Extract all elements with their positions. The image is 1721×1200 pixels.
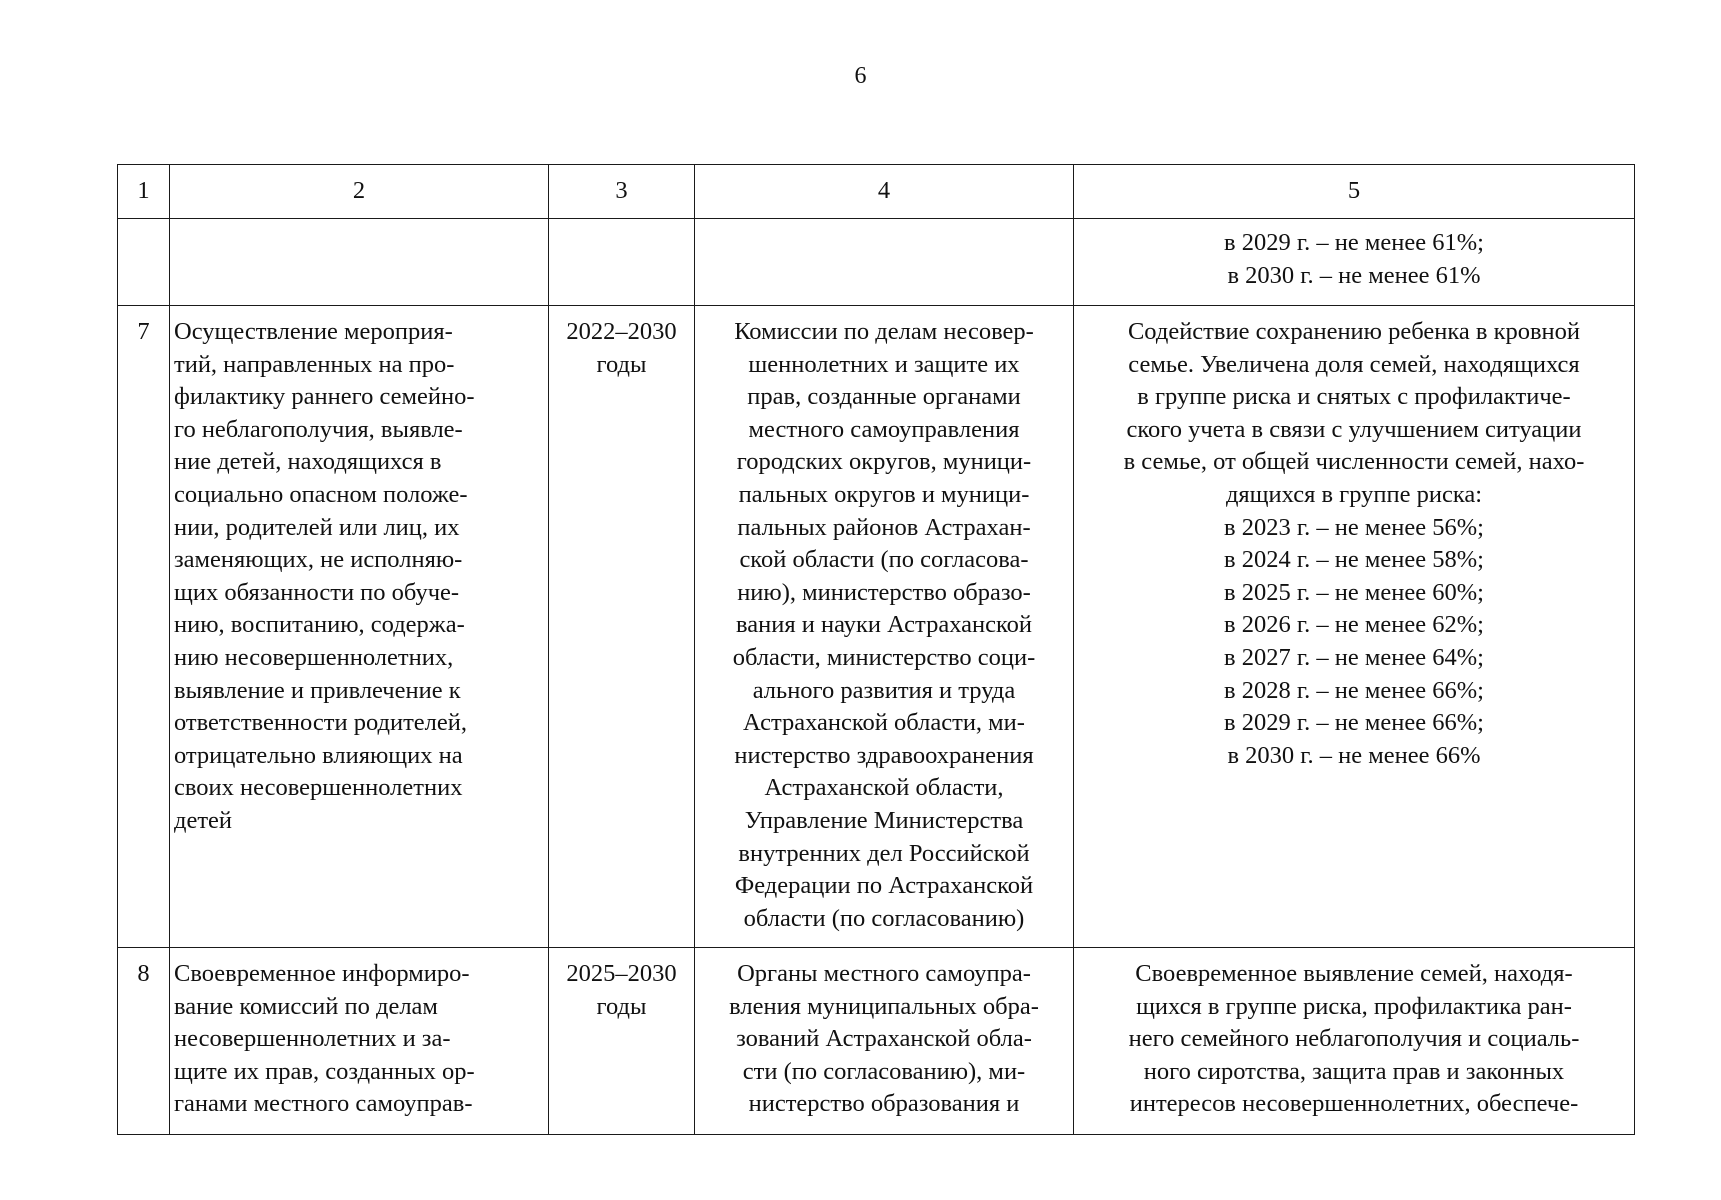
text-line: ского учета в связи с улучшением ситуации bbox=[1126, 415, 1582, 443]
text-line: пальных районов Астрахан- bbox=[737, 513, 1031, 541]
text-line: дящихся в группе риска: bbox=[1225, 480, 1483, 508]
text-line: ного сиротства, защита прав и законных bbox=[1143, 1057, 1565, 1085]
text-line: семье. Увеличена доля семей, находящихся bbox=[1128, 350, 1580, 378]
text-line: Осуществление мероприя- bbox=[174, 318, 453, 345]
table-cell bbox=[549, 219, 695, 306]
text-line: внутренних дел Российской bbox=[738, 839, 1030, 867]
executors-cell bbox=[695, 948, 1074, 1135]
text-line: своих несовершеннолетних bbox=[174, 774, 463, 802]
text-line: в группе риска и снятых с профилактиче- bbox=[1137, 383, 1571, 411]
text-line: в 2029 г. – не менее 61%; bbox=[1224, 229, 1484, 256]
text-line: несовершеннолетних и за- bbox=[174, 1025, 451, 1053]
activity-cell bbox=[170, 306, 549, 948]
text-line: тий, направленных на про- bbox=[174, 350, 455, 378]
text-line: в 2023 г. – не менее 56%; bbox=[1224, 513, 1484, 541]
text-line: нию несовершеннолетних, bbox=[174, 643, 454, 671]
text-line: местного самоуправления bbox=[748, 415, 1020, 443]
text-line: социально опасном положе- bbox=[174, 480, 468, 508]
table-row bbox=[118, 948, 1635, 1135]
row-number: 8 bbox=[118, 948, 170, 1135]
table-cell bbox=[118, 219, 170, 306]
period-cell bbox=[549, 948, 695, 1135]
row-number: 7 bbox=[118, 306, 170, 948]
column-number: 5 bbox=[1074, 165, 1635, 219]
text-line: Своевременное выявление семей, находя- bbox=[1135, 960, 1573, 987]
text-line: в 2030 г. – не менее 66% bbox=[1227, 741, 1481, 769]
table-row bbox=[118, 306, 1635, 948]
column-number: 4 bbox=[695, 165, 1074, 219]
table-cell bbox=[695, 219, 1074, 306]
page-number: 6 bbox=[854, 63, 867, 89]
text-line: зований Астраханской обла- bbox=[736, 1025, 1032, 1053]
text-line: Астраханской области, bbox=[764, 774, 1004, 802]
text-line: Федерации по Астраханской bbox=[734, 872, 1034, 900]
text-line: области, министерство соци- bbox=[732, 643, 1036, 671]
text-line: нии, родителей или лиц, их bbox=[174, 513, 460, 541]
text-line: нистерство здравоохранения bbox=[734, 741, 1034, 769]
text-line: нистерство образования и bbox=[748, 1090, 1020, 1118]
text-line: Комиссии по делам несовер- bbox=[734, 318, 1034, 345]
executors-cell bbox=[695, 306, 1074, 948]
text-line: 2022–2030 bbox=[566, 318, 677, 345]
result-cell bbox=[1074, 219, 1635, 306]
text-line: ответственности родителей, bbox=[174, 709, 468, 737]
text-line: щих обязанности по обуче- bbox=[174, 578, 460, 606]
column-number: 2 bbox=[170, 165, 549, 219]
column-number: 1 bbox=[118, 165, 170, 219]
text-line: него семейного неблагополучия и социаль- bbox=[1128, 1025, 1580, 1053]
text-line: годы bbox=[596, 992, 647, 1020]
text-line: пальных округов и муници- bbox=[738, 480, 1030, 508]
measures-table bbox=[117, 164, 1635, 1135]
text-line: вания и науки Астраханской bbox=[736, 611, 1032, 639]
text-line: вание комиссий по делам bbox=[174, 992, 438, 1020]
text-line: Органы местного самоупра- bbox=[737, 960, 1031, 987]
text-line: ние детей, находящихся в bbox=[174, 448, 442, 476]
text-line: городских округов, муници- bbox=[736, 448, 1032, 476]
text-line: в семье, от общей численности семей, нахо- bbox=[1123, 448, 1585, 476]
text-line: Астраханской области, ми- bbox=[743, 709, 1025, 737]
text-line: интересов несовершеннолетних, обеспече- bbox=[1129, 1090, 1579, 1118]
period-cell bbox=[549, 306, 695, 948]
text-line: в 2030 г. – не менее 61% bbox=[1227, 261, 1481, 289]
text-line: в 2029 г. – не менее 66%; bbox=[1224, 709, 1484, 737]
text-line: ганами местного самоуправ- bbox=[174, 1090, 473, 1118]
text-line: области (по согласованию) bbox=[743, 904, 1025, 932]
result-cell bbox=[1074, 948, 1635, 1135]
text-line: годы bbox=[596, 350, 647, 378]
text-line: Управление Министерства bbox=[744, 806, 1024, 834]
column-numbers-row bbox=[118, 165, 1635, 219]
text-line: заменяющих, не исполняю- bbox=[174, 546, 463, 574]
text-line: вления муниципальных обра- bbox=[729, 992, 1039, 1020]
text-line: в 2025 г. – не менее 60%; bbox=[1224, 578, 1484, 606]
result-cell bbox=[1074, 306, 1635, 948]
text-line: нию, воспитанию, содержа- bbox=[174, 611, 465, 639]
text-line: ской области (по согласова- bbox=[739, 546, 1029, 574]
text-line: Содействие сохранению ребенка в кровной bbox=[1127, 318, 1581, 345]
column-number: 3 bbox=[549, 165, 695, 219]
text-line: щите их прав, созданных ор- bbox=[174, 1057, 475, 1085]
text-line: прав, созданные органами bbox=[747, 383, 1021, 411]
text-line: ального развития и труда bbox=[752, 676, 1016, 704]
activity-cell bbox=[170, 948, 549, 1135]
text-line: нию), министерство образо- bbox=[737, 578, 1031, 606]
text-line: щихся в группе риска, профилактика ран- bbox=[1136, 992, 1572, 1020]
text-line: детей bbox=[174, 806, 233, 834]
text-line: сти (по согласованию), ми- bbox=[742, 1057, 1026, 1085]
continuation-row bbox=[118, 219, 1635, 306]
text-line: в 2026 г. – не менее 62%; bbox=[1224, 611, 1484, 639]
text-line: филактику раннего семейно- bbox=[174, 383, 475, 411]
text-line: 2025–2030 bbox=[566, 960, 677, 987]
text-line: Своевременное информиро- bbox=[174, 960, 470, 987]
text-line: отрицательно влияющих на bbox=[174, 741, 463, 769]
text-line: в 2027 г. – не менее 64%; bbox=[1224, 643, 1484, 671]
text-line: в 2028 г. – не менее 66%; bbox=[1224, 676, 1484, 704]
table-cell bbox=[170, 219, 549, 306]
text-line: шеннолетних и защите их bbox=[748, 350, 1020, 378]
text-line: го неблагополучия, выявле- bbox=[174, 415, 463, 443]
text-line: в 2024 г. – не менее 58%; bbox=[1224, 546, 1484, 574]
text-line: выявление и привлечение к bbox=[174, 676, 461, 704]
